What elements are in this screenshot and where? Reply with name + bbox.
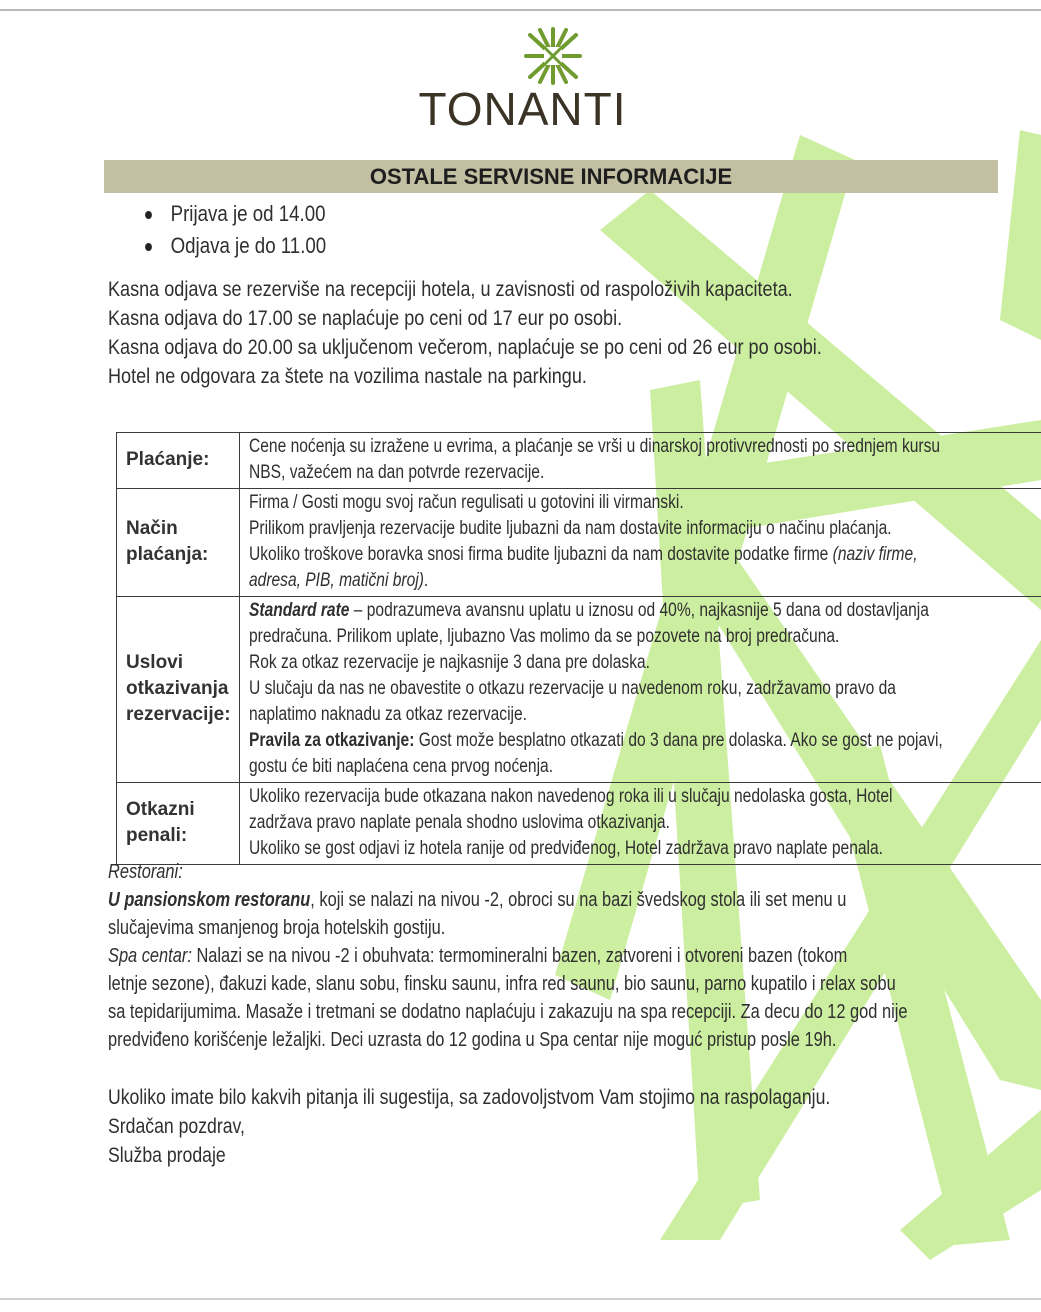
brand-name: TONANTI: [418, 83, 627, 135]
intro-line: Kasna odjava se rezerviše na recepciji hotela, u zavisnosti od raspoloživih kapaciteta.: [108, 278, 793, 301]
row-content-nacin-placanja: Firma / Gosti mogu svoj račun regulisati u gotovini ili virmanski. Prilikom pravljenja rezervacije budite ljubazni da nam dostavite informaciju o načinu plaćanja. Ukoliko troškove boravka snosi firma budite ljubazni da nam dostavite podatke firme (naziv firme, adresa, PIB, matični broj).: [239, 489, 1041, 597]
payment-terms-table: [116, 432, 1041, 865]
row-label-otkazni-penali: Otkazni penali:: [117, 783, 240, 865]
row-label-placanje: Plaćanje:: [117, 433, 240, 489]
closing-line: Ukoliko imate bilo kakvih pitanja ili sugestija, sa zadovoljstvom Vam stojimo na raspolaganju.: [108, 1086, 831, 1109]
restorani-heading: Restorani:: [108, 861, 183, 883]
section-title: OSTALE SERVISNE INFORMACIJE: [369, 163, 733, 189]
bullet-icon: [145, 211, 152, 219]
table-row: [117, 489, 1041, 597]
list-item: Prijava je od 14.00: [140, 198, 326, 230]
intro-line: Kasna odjava do 17.00 se naplaćuje po ceni od 17 eur po osobi.: [108, 307, 623, 330]
list-item: Odjava je do 11.00: [140, 230, 326, 262]
intro-line: Kasna odjava do 20.00 sa uključenom večerom, naplaćuje se po ceni od 26 eur po osobi.: [108, 336, 822, 359]
restaurant-spa-info: Restorani: U pansionskom restoranu, koji se nalazi na nivou -2, obroci su na bazi švedskog stola ili set menu u slučajevima smanjenog broja hotelskih gostiju. Spa centar: Nalazi se na nivou -2 i obuhvata: termomineralni bazen, zatvoreni i otvoreni bazen (tokom letnje sezone), đakuzi kade, slanu sobu, finsku saunu, infra red saunu, bio saunu, parno kupatilo i relax sobu sa tepidarijumima. Masaže i tretmani se dodatno naplaćuju i zakazuju na spa recepciji. Za decu do 12 god nije predviđeno korišćenje ležaljki. Deci uzrasta do 12 godina u Spa centar nije moguć pristup posle 19h.: [108, 861, 908, 1051]
spa-label: Spa centar:: [108, 945, 192, 967]
check-times-list: [140, 198, 359, 262]
pansion-label: U pansionskom restoranu: [108, 889, 311, 911]
star-burst-logo-icon: [522, 25, 584, 87]
row-label-uslovi-otkazivanja: Uslovi otkazivanja rezervacije:: [117, 597, 240, 783]
bullet-icon: [145, 243, 152, 251]
signature: Služba prodaje: [108, 1144, 226, 1167]
row-label-nacin-placanja: Način plaćanja:: [117, 489, 240, 597]
row-content-uslovi-otkazivanja: Standard rate – podrazumeva avansnu uplatu u iznosu od 40%, najkasnije 5 dana od dostavljanja predračuna. Prilikom uplate, ljubazno Vas molimo da se pozovete na broj predračuna. Rok za otkaz rezervacije je najkasnije 3 dana pre dolaska. U slučaju da nas ne obavestite o otkazu rezervacije u navedenom roku, zadržavamo pravo da naplatimo naknadu za otkaz rezervacije. Pravila za otkazivanje: Gost može besplatno otkazati do 3 dana pre dolaska. Ako se gost ne pojavi, gostu će biti naplaćena cena prvog noćenja.: [239, 597, 1041, 783]
greeting: Srdačan pozdrav,: [108, 1115, 245, 1138]
table-row: [117, 433, 1041, 489]
closing-note: [108, 1083, 968, 1170]
table-row: [117, 597, 1041, 783]
table-row: [117, 783, 1041, 865]
section-title-bar: [104, 160, 998, 193]
row-content-placanje: Cene noćenja su izražene u evrima, a plaćanje se vrši u dinarskoj protivvrednosti po srednjem kursu NBS, važećem na dan potvrde rezervacije.: [239, 433, 1041, 489]
row-content-otkazni-penali: Ukoliko rezervacija bude otkazana nakon navedenog roka ili u slučaju nedolaska gosta, Hotel zadržava pravo naplate penala shodno uslovima otkazivanja. Ukoliko se gost odjavi iz hotela ranije od predviđenog, Hotel zadržava pravo naplate penala.: [239, 783, 1041, 865]
intro-line: Hotel ne odgovara za štete na vozilima nastale na parkingu.: [108, 365, 587, 388]
late-checkout-info: [108, 275, 938, 391]
